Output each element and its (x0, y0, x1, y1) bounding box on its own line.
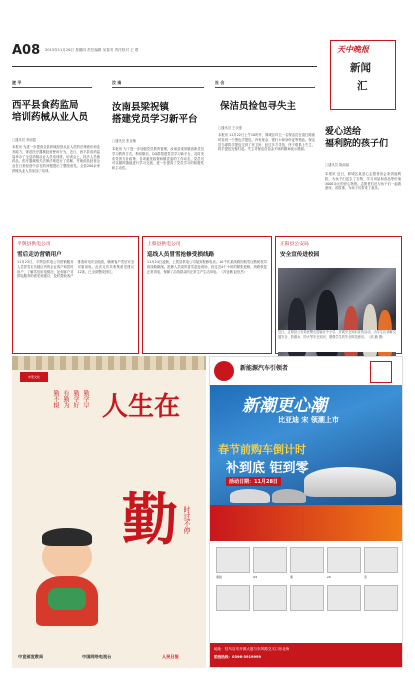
byline-orphanage: □通讯员 陈丽丽 (325, 163, 349, 167)
model-label-5: 宋 (364, 575, 368, 579)
model-thumb-9 (327, 585, 361, 611)
newspaper-brand: 天中晚报 (337, 44, 369, 54)
section-title-line1: 新闻 (350, 62, 371, 74)
issue-meta: 2015年11月26日 星期四 责任编辑 吴春芳 责任校对 王 珺 (45, 48, 139, 52)
poem-col-2: 勤学好 (72, 390, 79, 408)
photo-caption: 近日，正阳县公安局民警走进辖区中小学，开展安全知识宣传活动，为学生们讲解交通安全、防溺水、防火等安全知识，增强学生的安全防范意识。（高 鹏 摄） (278, 330, 399, 352)
kicker-rule (215, 87, 315, 88)
car-small-1 (230, 489, 270, 503)
model-label-3: 秦 (290, 575, 294, 579)
model-thumb-1 (216, 547, 250, 573)
headline-runan-2: 搭建党员学习新平台 (112, 114, 198, 125)
box-pingyu-title: 雪后走访营销用户 (17, 252, 62, 258)
byline-cleaner: □通讯员 王永强 (218, 126, 242, 130)
box-pingyu-source: 平舆县供电公司 (17, 242, 51, 247)
ad-brand-stamp: 中原文化 (20, 372, 48, 382)
model-thumb-6 (216, 585, 250, 611)
model-label-4: e5 (327, 575, 331, 579)
headline-xiping-1: 西平县食药监局 (12, 100, 79, 111)
model-thumb-8 (290, 585, 324, 611)
kicker-rule (112, 87, 204, 88)
ad-slogan-sub: 比亚迪 宋 领潮上市 (278, 416, 339, 424)
ad-slogan: 新潮更心潮 (242, 396, 327, 416)
model-thumb-10 (364, 585, 398, 611)
model-label-2: G5 (253, 575, 258, 579)
byline-xiping: □通讯员 李丽霞 (12, 138, 36, 142)
ad-big-char: 勤 (122, 487, 178, 553)
ad-address: 地址：驻马店市开源大道与东风路交叉口东北角 (214, 647, 290, 651)
car-hero (304, 467, 396, 497)
doll-hair (42, 528, 92, 546)
ad-hotline: 销售热线：0396-3919999 (214, 655, 261, 659)
box-pingyu-body: 11月23日，平舆县供电公司营销服务人员冒雪走访辖区内的企业客户和居民用户，了解雪后用电情况，征询客户对供电服务的意见和建议，及时帮助客户排查用电安全隐患，确保客户雪后安全可靠用电。此次走访共收集意见建议12条，已全部整改到位。 (17, 260, 134, 279)
ad-footer-right: 人民日报 (162, 654, 179, 659)
box-shangcai-body: 11月24日凌晨，上蔡县供电公司接到报修电话，10千伏某线路因积雪压断树枝导致线路跳闸。抢修人员顶风冒雪赶赴现场，经过近4个小时的紧张抢修，线路恢复正常供电，保障了沿线群众的正常生产生活用电。（冯亚楠 赵世杰） (147, 260, 267, 274)
poem-col-1: 勤学早 (82, 390, 89, 408)
article-body-runan: 本报讯 为了进一步加强党员教育管理，汝南县梁祝镇创新党员学习教育方式，利用微信、QQ群搭建党员学习新平台，及时发布党的方针政策、各项惠民政策和镇党委的工作动态，党员们可以随时随地进行学习交流，进一步提高了党员学习的积极性和主动性。 (112, 147, 204, 171)
ad-price-strip (210, 505, 402, 541)
ad-promo-line1: 春节前购车倒计时 (218, 443, 306, 456)
byline-runan: □通讯员 张亚楠 (112, 139, 136, 143)
headline-xiping-2: 培训药械从业人员 (12, 112, 89, 123)
ad-promo-line2: 补到底 钜到零 (226, 461, 309, 476)
byd-logo-icon (214, 361, 234, 381)
box-zhengyang-title: 安全宣传进校园 (280, 252, 320, 258)
page-number: A08 (12, 43, 41, 58)
ad-subtitle: 时过不停 (183, 506, 191, 534)
model-thumb-3 (290, 547, 324, 573)
headline-orphanage-1: 爱心送给 (325, 127, 362, 137)
box-zhengyang-source: 正阳县公安局 (280, 242, 309, 247)
article-body-xiping: 本报讯 为进一步提高全县药械经营从业人员的法律意识和业务能力，规范医疗器械经营使用行为，近日，西平县食药监局举办了全县药械从业人员培训班。培训会上，执法人员就药品、医疗器械相关法律法规进行了讲解，并就药品经营企业在日常经营中存在的问题提出了整改意见。全县200余家药械从业人员参加了培训。 (12, 145, 100, 173)
song-logo-icon (370, 361, 392, 383)
byd-car-ad (209, 356, 403, 668)
kicker-xiping: 遂 平 (12, 80, 22, 85)
box-shangcai-title: 巡线人员冒雪抢修受损线路 (147, 252, 215, 258)
poem-col-3: 有勤为 (62, 390, 69, 408)
section-title-line2: 汇 (357, 80, 368, 92)
doll-apron (48, 588, 86, 610)
ad-footer-left: 中宣部宣教局 (18, 654, 44, 659)
poem-col-4: 勤不辍 (52, 390, 59, 408)
kicker-society: 社 会 (215, 80, 225, 85)
ad-promo-date: 活动日期：11月28日 (226, 477, 281, 486)
article-body-orphanage: 本报讯 近日，驿城区某爱心志愿者协会来到福利院，为孩子们送去了衣物、学习用品和食品等价值3000余元的爱心物资。志愿者们还与孩子们一起做游戏、讲故事，为孩子们带来了欢乐。 (325, 172, 401, 191)
kicker-rule (12, 87, 92, 88)
model-thumb-7 (253, 585, 287, 611)
model-thumb-5 (364, 547, 398, 573)
headline-cleaner: 保洁员捡包寻失主 (220, 101, 297, 112)
ad-footer-mid: 中国网络电视台 (82, 654, 112, 659)
model-thumb-2 (253, 547, 287, 573)
ad-banner (210, 385, 402, 505)
kicker-runan: 汝 南 (112, 80, 122, 85)
ad-dealer: 新能源汽车引领者 (240, 365, 289, 372)
headline-runan-1: 汝南县梁祝镇 (112, 102, 170, 113)
car-small-2 (272, 489, 306, 503)
public-service-ad (12, 356, 206, 668)
model-thumb-4 (327, 547, 361, 573)
box-shangcai-source: 上蔡县供电公司 (147, 242, 181, 247)
header-divider (12, 66, 317, 67)
article-body-cleaner: 本报讯 11月22日上午10时许，驿城区环卫一名保洁员在清扫路面时捡到一个黑色手提包，内有现金、银行卡和身份证等物品。保洁员当即将手提包交到了环卫所，经过多方寻找，终于联系上失主，将手提包完璧归赵。失主对保洁员拾金不昧的精神表示感谢。 (218, 133, 315, 152)
model-label-1: 速锐 (216, 575, 223, 579)
headline-orphanage-2: 福利院的孩子们 (325, 139, 389, 149)
ad-title: 人生在 (102, 392, 181, 422)
